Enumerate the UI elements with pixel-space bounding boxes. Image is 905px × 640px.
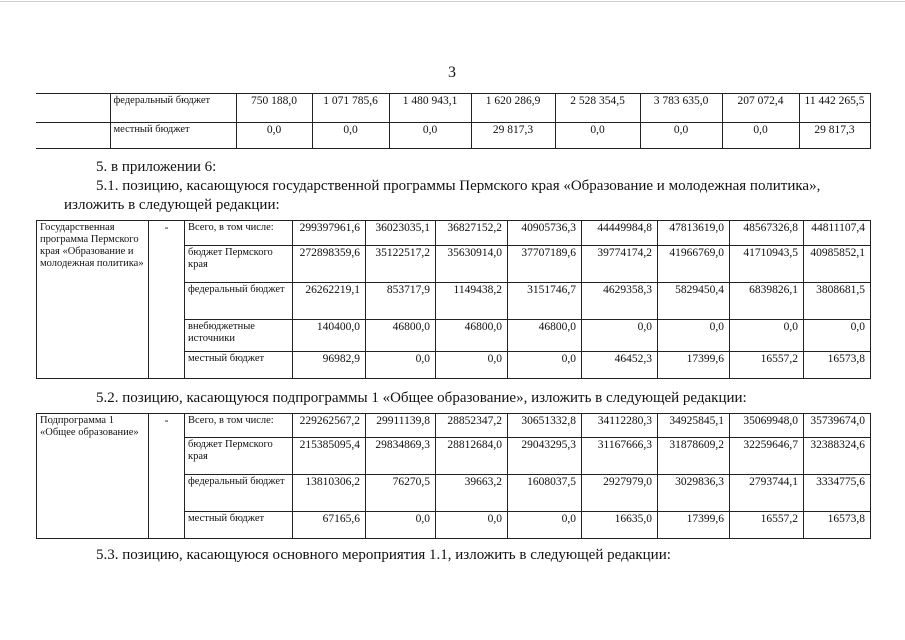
value-cell: 16635,0 [582,512,658,539]
value-cell: 48567326,8 [730,221,804,246]
row-label: внебюджетные источники [185,320,293,352]
value-cell: 13810306,2 [293,475,366,512]
row-label: федеральный бюджет [185,475,293,512]
value-cell: 29834869,3 [366,438,436,475]
value-cell: 41710943,5 [730,246,804,283]
value-cell: 0,0 [640,123,722,149]
value-cell: 17399,6 [658,512,730,539]
value-cell: 28812684,0 [436,438,508,475]
value-cell: 1608037,5 [508,475,582,512]
value-cell: 16573,8 [804,352,871,379]
value-cell: 31167666,3 [582,438,658,475]
value-cell: 207 072,4 [722,94,799,123]
value-cell: 0,0 [366,352,436,379]
value-cell: 0,0 [555,123,640,149]
value-cell: 46452,3 [582,352,658,379]
value-cell: 215385095,4 [293,438,366,475]
value-cell: 37707189,6 [508,246,582,283]
value-cell: 1 480 943,1 [389,94,471,123]
value-cell: 32259646,7 [730,438,804,475]
value-cell: 3151746,7 [508,283,582,320]
value-cell: 39663,2 [436,475,508,512]
table-row [37,414,871,438]
value-cell: 229262567,2 [293,414,366,438]
value-cell: 16557,2 [730,512,804,539]
value-cell: 0,0 [436,512,508,539]
row-label: федеральный бюджет [185,283,293,320]
value-cell: 2793744,1 [730,475,804,512]
table-continuation [36,93,871,149]
table-row [37,221,871,246]
empty-cell [36,94,110,123]
paragraph-5-1-line2: изложить в следующей редакции: [64,197,280,213]
value-cell: 1 620 286,9 [471,94,555,123]
value-cell: 34112280,3 [582,414,658,438]
value-cell: 29 817,3 [471,123,555,149]
value-cell: 46800,0 [366,320,436,352]
value-cell: 28852347,2 [436,414,508,438]
value-cell: 26262219,1 [293,283,366,320]
program-name: Подпрограмма 1 «Общее образование» [37,414,149,539]
row-label: Всего, в том числе: [185,221,293,246]
value-cell: 34925845,1 [658,414,730,438]
value-cell: 5829450,4 [658,283,730,320]
row-label: местный бюджет [185,512,293,539]
paragraph-5-1-line1: 5.1. позицию, касающуюся государственной программы Пермского края «Образование и молодежная политика», [96,178,821,194]
value-cell: 40985852,1 [804,246,871,283]
value-cell: 40905736,3 [508,221,582,246]
value-cell: 35122517,2 [366,246,436,283]
row-label: местный бюджет [185,352,293,379]
value-cell: 16557,2 [730,352,804,379]
value-cell: 3029836,3 [658,475,730,512]
program-name: Государственная программа Пермского края «Образование и молодежная политика» [37,221,149,379]
table-row [36,94,870,123]
value-cell: 17399,6 [658,352,730,379]
value-cell: 47813619,0 [658,221,730,246]
value-cell: 853717,9 [366,283,436,320]
row-label: бюджет Пермского края [185,438,293,475]
value-cell: 46800,0 [508,320,582,352]
value-cell: 3808681,5 [804,283,871,320]
value-cell: 750 188,0 [236,94,312,123]
value-cell: 0,0 [658,320,730,352]
row-label: бюджет Пермского края [185,246,293,283]
row-label: Всего, в том числе: [185,414,293,438]
value-cell: 1 071 785,6 [312,94,389,123]
paragraph-5-2: 5.2. позицию, касающуюся подпрограммы 1 «Общее образование», изложить в следующей редакции: [96,390,747,406]
value-cell: 29911139,8 [366,414,436,438]
value-cell: 0,0 [236,123,312,149]
value-cell: 41966769,0 [658,246,730,283]
value-cell: 6839826,1 [730,283,804,320]
value-cell: 16573,8 [804,512,871,539]
value-cell: 2 528 354,5 [555,94,640,123]
value-cell: 1149438,2 [436,283,508,320]
table-program [36,220,871,379]
top-edge-line [0,1,905,2]
value-cell: 0,0 [508,512,582,539]
value-cell: 44811107,4 [804,221,871,246]
value-cell: 67165,6 [293,512,366,539]
value-cell: 29043295,3 [508,438,582,475]
empty-cell [36,123,110,149]
paragraph-5: 5. в приложении 6: [96,159,217,175]
value-cell: 31878609,2 [658,438,730,475]
value-cell: 39774174,2 [582,246,658,283]
value-cell: 3 783 635,0 [640,94,722,123]
value-cell: 35739674,0 [804,414,871,438]
value-cell: 272898359,6 [293,246,366,283]
row-label: федеральный бюджет [110,94,236,123]
value-cell: 0,0 [730,320,804,352]
value-cell: 46800,0 [436,320,508,352]
value-cell: 0,0 [804,320,871,352]
value-cell: 140400,0 [293,320,366,352]
table-subprogram [36,413,871,539]
value-cell: 29 817,3 [799,123,870,149]
value-cell: 32388324,6 [804,438,871,475]
value-cell: 0,0 [389,123,471,149]
table-row [36,123,870,149]
value-cell: 76270,5 [366,475,436,512]
page-number: 3 [448,64,456,81]
value-cell: 35069948,0 [730,414,804,438]
value-cell: 44449984,8 [582,221,658,246]
dash-cell: - [149,414,185,539]
value-cell: 0,0 [508,352,582,379]
value-cell: 3334775,6 [804,475,871,512]
value-cell: 0,0 [312,123,389,149]
value-cell: 0,0 [366,512,436,539]
value-cell: 0,0 [436,352,508,379]
value-cell: 2927979,0 [582,475,658,512]
value-cell: 35630914,0 [436,246,508,283]
value-cell: 36023035,1 [366,221,436,246]
value-cell: 36827152,2 [436,221,508,246]
value-cell: 96982,9 [293,352,366,379]
row-label: местный бюджет [110,123,236,149]
value-cell: 299397961,6 [293,221,366,246]
paragraph-5-3: 5.3. позицию, касающуюся основного мероприятия 1.1, изложить в следующей редакции: [96,547,671,563]
dash-cell: - [149,221,185,379]
value-cell: 0,0 [582,320,658,352]
value-cell: 4629358,3 [582,283,658,320]
value-cell: 11 442 265,5 [799,94,870,123]
value-cell: 0,0 [722,123,799,149]
value-cell: 30651332,8 [508,414,582,438]
